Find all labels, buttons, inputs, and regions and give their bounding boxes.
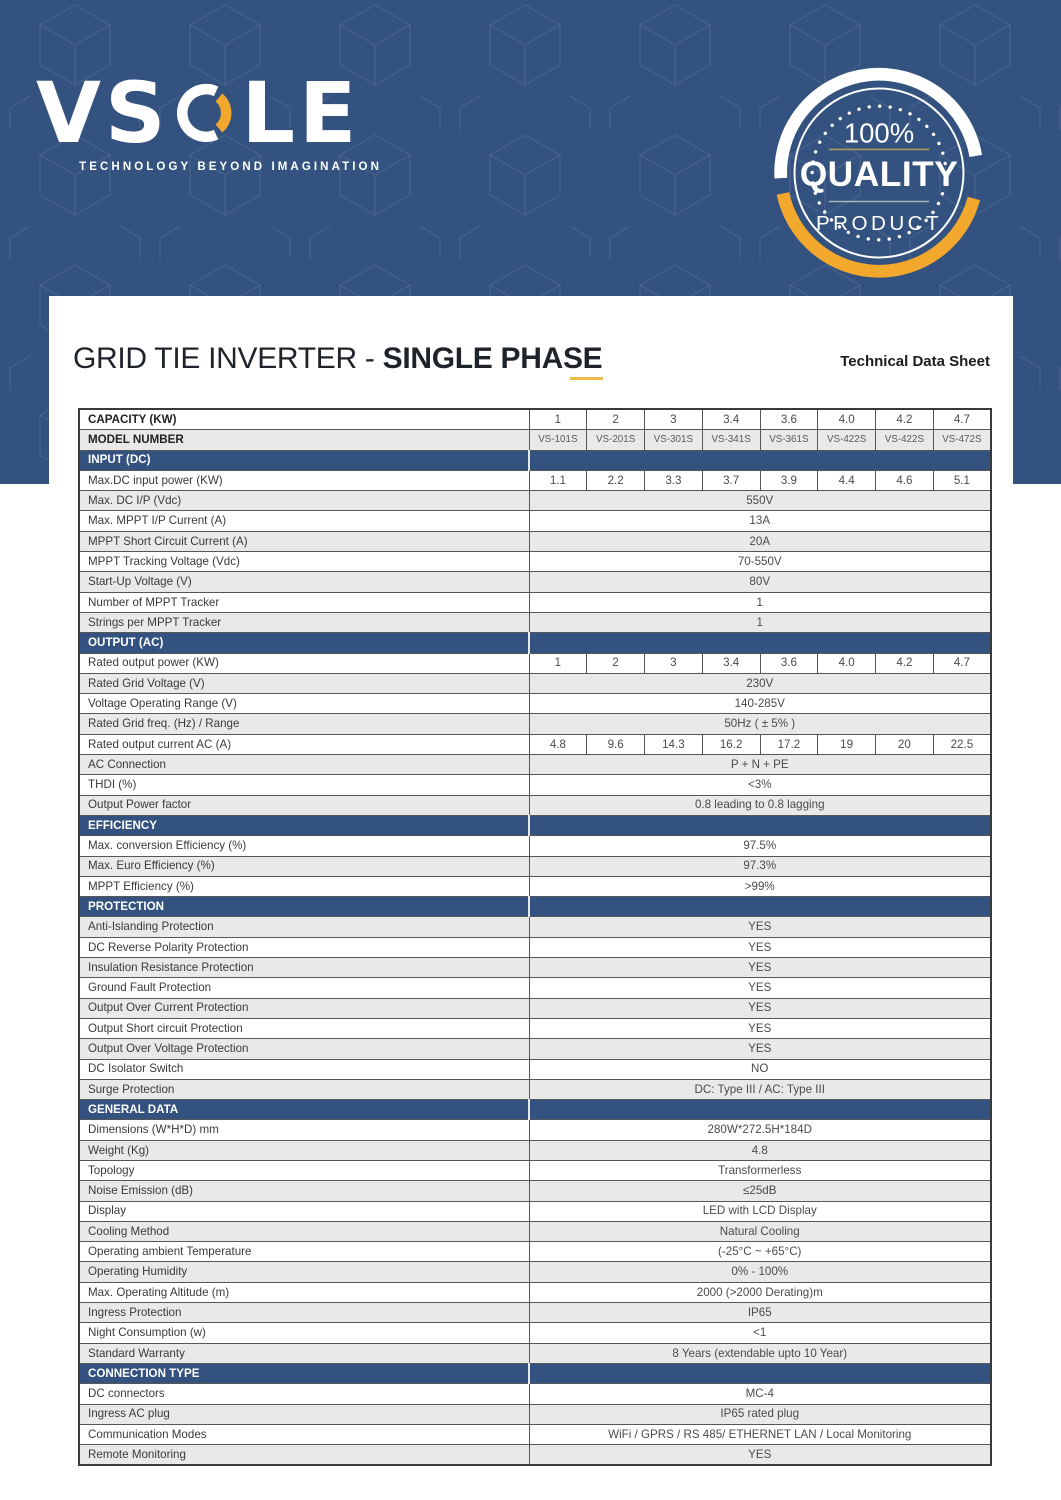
spec-label: Weight (Kg) [79,1140,529,1160]
table-row [79,1039,991,1059]
spec-value: 3.3 [645,470,703,490]
spec-value: VS-422S [818,430,876,450]
spec-label: Max. Euro Efficiency (%) [79,856,529,876]
spec-label: Operating Humidity [79,1262,529,1282]
spec-value: 2.2 [587,470,645,490]
table-row [79,409,991,430]
spec-label: Max. Operating Altitude (m) [79,1282,529,1302]
spec-value: 22.5 [933,734,991,754]
spec-value: 3.4 [702,653,760,673]
spec-value: 140-285V [529,694,991,714]
spec-value: (-25°C ~ +65°C) [529,1242,991,1262]
spec-value: 8 Years (extendable upto 10 Year) [529,1343,991,1363]
spec-value: YES [529,998,991,1018]
spec-label: Insulation Resistance Protection [79,958,529,978]
table-row [79,1120,991,1140]
section-header-row [79,633,991,653]
spec-value: 2 [587,653,645,673]
spec-value: 9.6 [587,734,645,754]
spec-value: 50Hz ( ± 5% ) [529,714,991,734]
spec-value: 4.4 [818,470,876,490]
table-row [79,1140,991,1160]
spec-value: DC: Type III / AC: Type III [529,1079,991,1099]
spec-label: MPPT Tracking Voltage (Vdc) [79,552,529,572]
table-row [79,612,991,632]
section-header-fill [529,815,991,835]
spec-value: VS-361S [760,430,818,450]
spec-value: 20A [529,531,991,551]
spec-value: 5.1 [933,470,991,490]
spec-label: CAPACITY (KW) [79,409,529,430]
spec-value: 3.4 [702,409,760,430]
spec-value: WiFi / GPRS / RS 485/ ETHERNET LAN / Local Monitoring [529,1424,991,1444]
table-row [79,592,991,612]
spec-value: VS-341S [702,430,760,450]
spec-label: Communication Modes [79,1424,529,1444]
spec-value: 0.8 leading to 0.8 lagging [529,795,991,815]
spec-value: YES [529,937,991,957]
spec-label: DC Reverse Polarity Protection [79,937,529,957]
spec-label: AC Connection [79,755,529,775]
table-row [79,1384,991,1404]
table-row [79,876,991,896]
spec-value: YES [529,1039,991,1059]
spec-value: 16.2 [702,734,760,754]
spec-value: VS-472S [933,430,991,450]
section-header-row [79,897,991,917]
section-header-fill [529,897,991,917]
table-row [79,1079,991,1099]
spec-label: Output Short circuit Protection [79,1018,529,1038]
table-row [79,1404,991,1424]
spec-value: 4.7 [933,653,991,673]
table-row [79,470,991,490]
table-row [79,937,991,957]
spec-label: Strings per MPPT Tracker [79,612,529,632]
table-row [79,734,991,754]
spec-value: YES [529,1445,991,1466]
spec-label: Max. conversion Efficiency (%) [79,836,529,856]
spec-value: IP65 [529,1303,991,1323]
spec-value: 550V [529,491,991,511]
section-header-label: EFFICIENCY [79,815,529,835]
spec-value: 20 [876,734,934,754]
table-row [79,1445,991,1466]
quality-badge [766,60,992,286]
spec-value: 4.7 [933,409,991,430]
spec-value: VS-301S [645,430,703,450]
brand-tagline: TECHNOLOGY BEYOND IMAGINATION [79,161,382,173]
table-row [79,917,991,937]
spec-value: 4.8 [529,1140,991,1160]
section-header-row [79,450,991,470]
spec-value: <3% [529,775,991,795]
logo-text-vs: VS [36,63,170,162]
spec-value: 4.0 [818,409,876,430]
table-row [79,694,991,714]
table-row [79,1343,991,1363]
page-title [73,342,602,375]
section-header-fill [529,1100,991,1120]
spec-label: Remote Monitoring [79,1445,529,1466]
table-row [79,998,991,1018]
page-title-prefix: GRID TIE INVERTER - [73,342,383,375]
section-header-label: GENERAL DATA [79,1100,529,1120]
section-header-label: CONNECTION TYPE [79,1363,529,1383]
spec-value: 13A [529,511,991,531]
spec-label: Ingress AC plug [79,1404,529,1424]
spec-value: 97.5% [529,836,991,856]
spec-value: MC-4 [529,1384,991,1404]
spec-label: Standard Warranty [79,1343,529,1363]
table-row [79,1160,991,1180]
spec-value: IP65 rated plug [529,1404,991,1424]
datasheet-label: Technical Data Sheet [840,353,990,370]
logo-o-icon [173,80,239,146]
table-row [79,856,991,876]
spec-value: 4.0 [818,653,876,673]
table-row [79,1181,991,1201]
section-header-fill [529,633,991,653]
spec-value: 70-550V [529,552,991,572]
table-row [79,1323,991,1343]
spec-label: DC Isolator Switch [79,1059,529,1079]
section-header-fill [529,450,991,470]
table-row [79,572,991,592]
spec-label: MODEL NUMBER [79,430,529,450]
spec-value: 3.6 [760,409,818,430]
section-header-row [79,815,991,835]
spec-value: 3.9 [760,470,818,490]
spec-value: ≤25dB [529,1181,991,1201]
table-row [79,511,991,531]
spec-value: VS-201S [587,430,645,450]
logo-text-le: LE [241,63,361,162]
section-header-row [79,1100,991,1120]
section-header-fill [529,1363,991,1383]
spec-value: 3.6 [760,653,818,673]
badge-quality: QUALITY [799,154,959,194]
spec-label: Dimensions (W*H*D) mm [79,1120,529,1140]
spec-value: 4.8 [529,734,587,754]
spec-value: 19 [818,734,876,754]
table-row [79,1303,991,1323]
spec-label: MPPT Short Circuit Current (A) [79,531,529,551]
spec-value: 1 [529,409,587,430]
spec-value: 2000 (>2000 Derating)m [529,1282,991,1302]
table-row [79,958,991,978]
table-row [79,531,991,551]
spec-value: LED with LCD Display [529,1201,991,1221]
section-header-row [79,1363,991,1383]
table-row [79,978,991,998]
table-row [79,491,991,511]
table-row [79,653,991,673]
logo-wordmark [36,63,382,162]
table-row [79,755,991,775]
spec-label: MPPT Efficiency (%) [79,876,529,896]
table-row [79,1262,991,1282]
spec-label: Topology [79,1160,529,1180]
spec-label: Output Over Current Protection [79,998,529,1018]
table-row [79,673,991,693]
spec-label: Max.DC input power (KW) [79,470,529,490]
spec-value: P + N + PE [529,755,991,775]
table-row [79,775,991,795]
table-row [79,836,991,856]
spec-label: Operating ambient Temperature [79,1242,529,1262]
spec-value: 1.1 [529,470,587,490]
spec-value: 97.3% [529,856,991,876]
brand-logo [36,63,382,173]
spec-value: VS-101S [529,430,587,450]
spec-value: 1 [529,653,587,673]
spec-value: >99% [529,876,991,896]
section-header-label: OUTPUT (AC) [79,633,529,653]
spec-value: YES [529,958,991,978]
spec-label: THDI (%) [79,775,529,795]
table-row [79,1059,991,1079]
page-title-bold: SINGLE PHASE [383,342,603,375]
spec-label: Rated output current AC (A) [79,734,529,754]
spec-label: Display [79,1201,529,1221]
title-row [73,342,990,375]
spec-label: Night Consumption (w) [79,1323,529,1343]
spec-value: 2 [587,409,645,430]
spec-value: 1 [529,612,991,632]
table-row [79,1424,991,1444]
spec-value: YES [529,917,991,937]
spec-value: Transformerless [529,1160,991,1180]
spec-label: Start-Up Voltage (V) [79,572,529,592]
spec-table [78,408,992,1466]
spec-label: Noise Emission (dB) [79,1181,529,1201]
spec-value: Natural Cooling [529,1221,991,1241]
spec-value: 1 [529,592,991,612]
spec-value: 3.7 [702,470,760,490]
table-row [79,430,991,450]
spec-value: 14.3 [645,734,703,754]
spec-value: <1 [529,1323,991,1343]
spec-value: 280W*272.5H*184D [529,1120,991,1140]
spec-value: 4.2 [876,409,934,430]
table-row [79,552,991,572]
badge-percent: 100% [843,117,915,149]
spec-value: 17.2 [760,734,818,754]
spec-label: Cooling Method [79,1221,529,1241]
spec-label: Ground Fault Protection [79,978,529,998]
spec-label: Rated Grid freq. (Hz) / Range [79,714,529,734]
spec-value: 80V [529,572,991,592]
spec-label: Rated Grid Voltage (V) [79,673,529,693]
table-row [79,795,991,815]
table-row [79,1018,991,1038]
table-row [79,1242,991,1262]
table-row [79,714,991,734]
spec-label: Ingress Protection [79,1303,529,1323]
section-header-label: INPUT (DC) [79,450,529,470]
spec-label: Anti-Islanding Protection [79,917,529,937]
spec-label: Rated output power (KW) [79,653,529,673]
title-accent-underline [570,377,603,380]
spec-label: Surge Protection [79,1079,529,1099]
spec-label: Max. MPPT I/P Current (A) [79,511,529,531]
spec-label: Number of MPPT Tracker [79,592,529,612]
spec-label: DC connectors [79,1384,529,1404]
spec-value: 0% - 100% [529,1262,991,1282]
spec-value: 3 [645,409,703,430]
spec-label: Max. DC I/P (Vdc) [79,491,529,511]
table-row [79,1282,991,1302]
spec-value: 230V [529,673,991,693]
spec-label: Voltage Operating Range (V) [79,694,529,714]
table-row [79,1221,991,1241]
spec-label: Output Over Voltage Protection [79,1039,529,1059]
spec-value: YES [529,1018,991,1038]
spec-value: 4.6 [876,470,934,490]
spec-value: 4.2 [876,653,934,673]
table-row [79,1201,991,1221]
section-header-label: PROTECTION [79,897,529,917]
spec-value: VS-422S [876,430,934,450]
spec-value: 3 [645,653,703,673]
spec-value: YES [529,978,991,998]
badge-product: PRODUCT [815,211,943,235]
spec-value: NO [529,1059,991,1079]
spec-label: Output Power factor [79,795,529,815]
